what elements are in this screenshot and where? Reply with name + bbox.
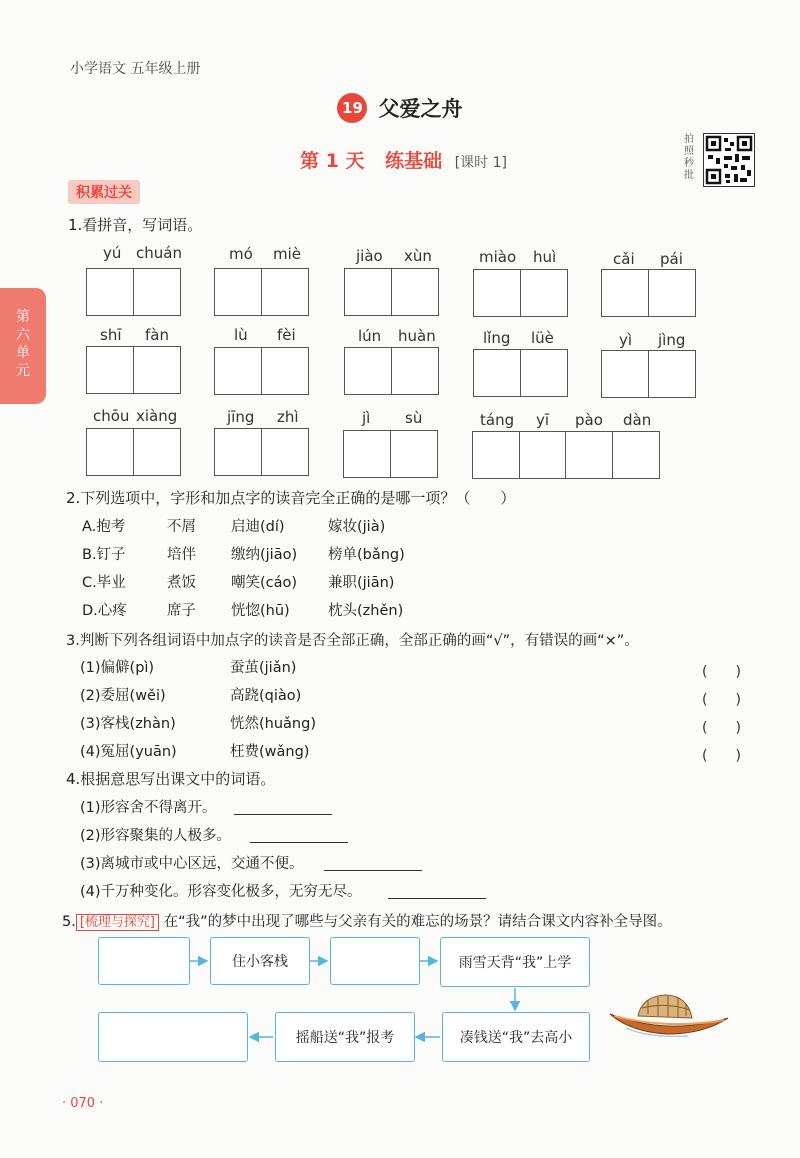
pinyin: pào — [575, 411, 603, 429]
q3-title: 3.判断下列各组词语中加点字的读音是否全部正确，全部正确的画“√”，有错误的画“×”。 — [66, 633, 639, 649]
answer-paren[interactable]: ( ) — [702, 664, 741, 680]
pinyin: huì — [533, 248, 557, 266]
q2-title: 2.下列选项中，字形和加点字的读音完全正确的是哪一项？（ ） — [66, 489, 516, 507]
pinyin: fàn — [145, 326, 169, 344]
answer-paren[interactable]: ( ) — [702, 692, 741, 708]
pinyin: jìng — [658, 331, 686, 349]
pinyin: fèi — [277, 326, 296, 344]
q3-item-a: (3)客栈(zhàn) — [80, 716, 176, 732]
day-title: 练基础 — [385, 150, 443, 172]
boat-icon — [608, 990, 732, 1040]
q2-option-word: 兼职(jiān) — [328, 575, 395, 591]
pinyin: zhì — [277, 408, 299, 426]
period-label: [课时 1] — [454, 155, 507, 171]
pinyin: huàn — [398, 327, 436, 345]
section-tag: 积累过关 — [68, 180, 140, 204]
day-label: 第 1 天 — [300, 150, 365, 172]
pinyin: jiào — [356, 247, 383, 265]
q4-title: 4.根据意思写出课文中的词语。 — [66, 770, 276, 788]
mindmap-blank-box[interactable] — [98, 1012, 248, 1062]
lesson-title: 父爱之舟 — [378, 97, 463, 121]
pinyin: lǐng — [483, 329, 511, 347]
q3-item-b: 蚕茧(jiǎn) — [230, 660, 297, 676]
q4-item: (2)形容聚集的人极多。 — [80, 828, 232, 844]
pinyin: chuán — [136, 244, 182, 262]
mindmap-box: 摇船送“我”报考 — [275, 1012, 415, 1062]
mindmap-blank-box[interactable] — [98, 937, 190, 985]
pinyin: yú — [103, 244, 122, 262]
q4-item: (4)千万种变化。形容变化极多，无穷无尽。 — [80, 884, 362, 900]
pinyin: mó — [229, 245, 253, 263]
q5-number: 5. — [62, 914, 76, 930]
mindmap-box: 住小客栈 — [210, 937, 310, 985]
pinyin: cǎi — [613, 250, 635, 268]
mindmap-box: 凑钱送“我”去高小 — [442, 1012, 590, 1062]
q2-option-word: 嘲笑(cáo) — [231, 575, 298, 591]
pinyin: yī — [536, 411, 550, 429]
pinyin: chōu — [93, 407, 130, 425]
q2-option-word: 枕头(zhěn) — [328, 603, 404, 619]
q2-option-word: 恍惚(hū) — [231, 603, 290, 619]
pinyin: lüè — [531, 329, 554, 347]
page-number: · 070 · — [62, 1096, 104, 1111]
lesson-number-badge: 19 — [337, 93, 367, 123]
q5-tag: [梳理与探究] — [76, 914, 159, 931]
q1-title: 1.看拼音，写词语。 — [68, 216, 203, 234]
pinyin: pái — [660, 250, 683, 268]
pinyin: miào — [479, 248, 517, 266]
pinyin: jīng — [227, 408, 255, 426]
pinyin: jì — [362, 409, 371, 427]
pinyin: táng — [480, 411, 515, 429]
q3-item-b: 高跷(qiào) — [230, 688, 302, 704]
q2-option-word: 启迪(dí) — [231, 519, 285, 535]
qr-caption: 拍照秒批 — [684, 134, 694, 181]
q2-option-word: 榜单(bǎng) — [328, 547, 405, 563]
q2-option-word: 煮饭 — [167, 575, 196, 591]
q4-item: (3)离城市或中心区远，交通不便。 — [80, 856, 304, 872]
q5-text: 在“我”的梦中出现了哪些与父亲有关的难忘的场景？请结合课文内容补全导图。 — [163, 914, 672, 930]
q4-item: (1)形容舍不得离开。 — [80, 800, 217, 816]
q3-item-a: (1)偏僻(pì) — [80, 660, 155, 676]
q3-item-b: 枉费(wǎng) — [230, 744, 310, 760]
q2-option-word: 培伴 — [167, 547, 196, 563]
q2-option-word: 席子 — [167, 603, 196, 619]
pinyin: sù — [405, 409, 423, 427]
mindmap-blank-box[interactable] — [330, 937, 420, 985]
q2-option-label: A.抱考 — [82, 519, 126, 535]
unit-label: 第六单元 — [16, 309, 30, 379]
q3-item-b: 恍然(huǎng) — [230, 716, 316, 732]
q2-option-label: B.钉子 — [82, 547, 126, 563]
q3-item-a: (2)委屈(wěi) — [80, 688, 166, 704]
q2-option-word: 嫁妆(jià) — [328, 519, 386, 535]
q2-option-word: 不屑 — [167, 519, 196, 535]
pinyin: xùn — [404, 247, 432, 265]
pinyin: dàn — [623, 411, 652, 429]
pinyin: yì — [619, 331, 633, 349]
pinyin: lù — [234, 326, 248, 344]
q2-option-label: C.毕业 — [82, 575, 126, 591]
pinyin: lún — [358, 327, 382, 345]
q2-option-word: 缴纳(jiāo) — [231, 547, 298, 563]
mindmap-box: 雨雪天背“我”上学 — [440, 937, 590, 987]
pinyin: shī — [100, 326, 122, 344]
pinyin: xiàng — [136, 407, 178, 425]
pinyin: miè — [273, 245, 302, 263]
answer-paren[interactable]: ( ) — [702, 720, 741, 736]
q2-option-label: D.心疼 — [82, 603, 127, 619]
book-title: 小学语文 五年级上册 — [70, 61, 201, 77]
answer-paren[interactable]: ( ) — [702, 748, 741, 764]
q3-item-a: (4)冤屈(yuān) — [80, 744, 177, 760]
